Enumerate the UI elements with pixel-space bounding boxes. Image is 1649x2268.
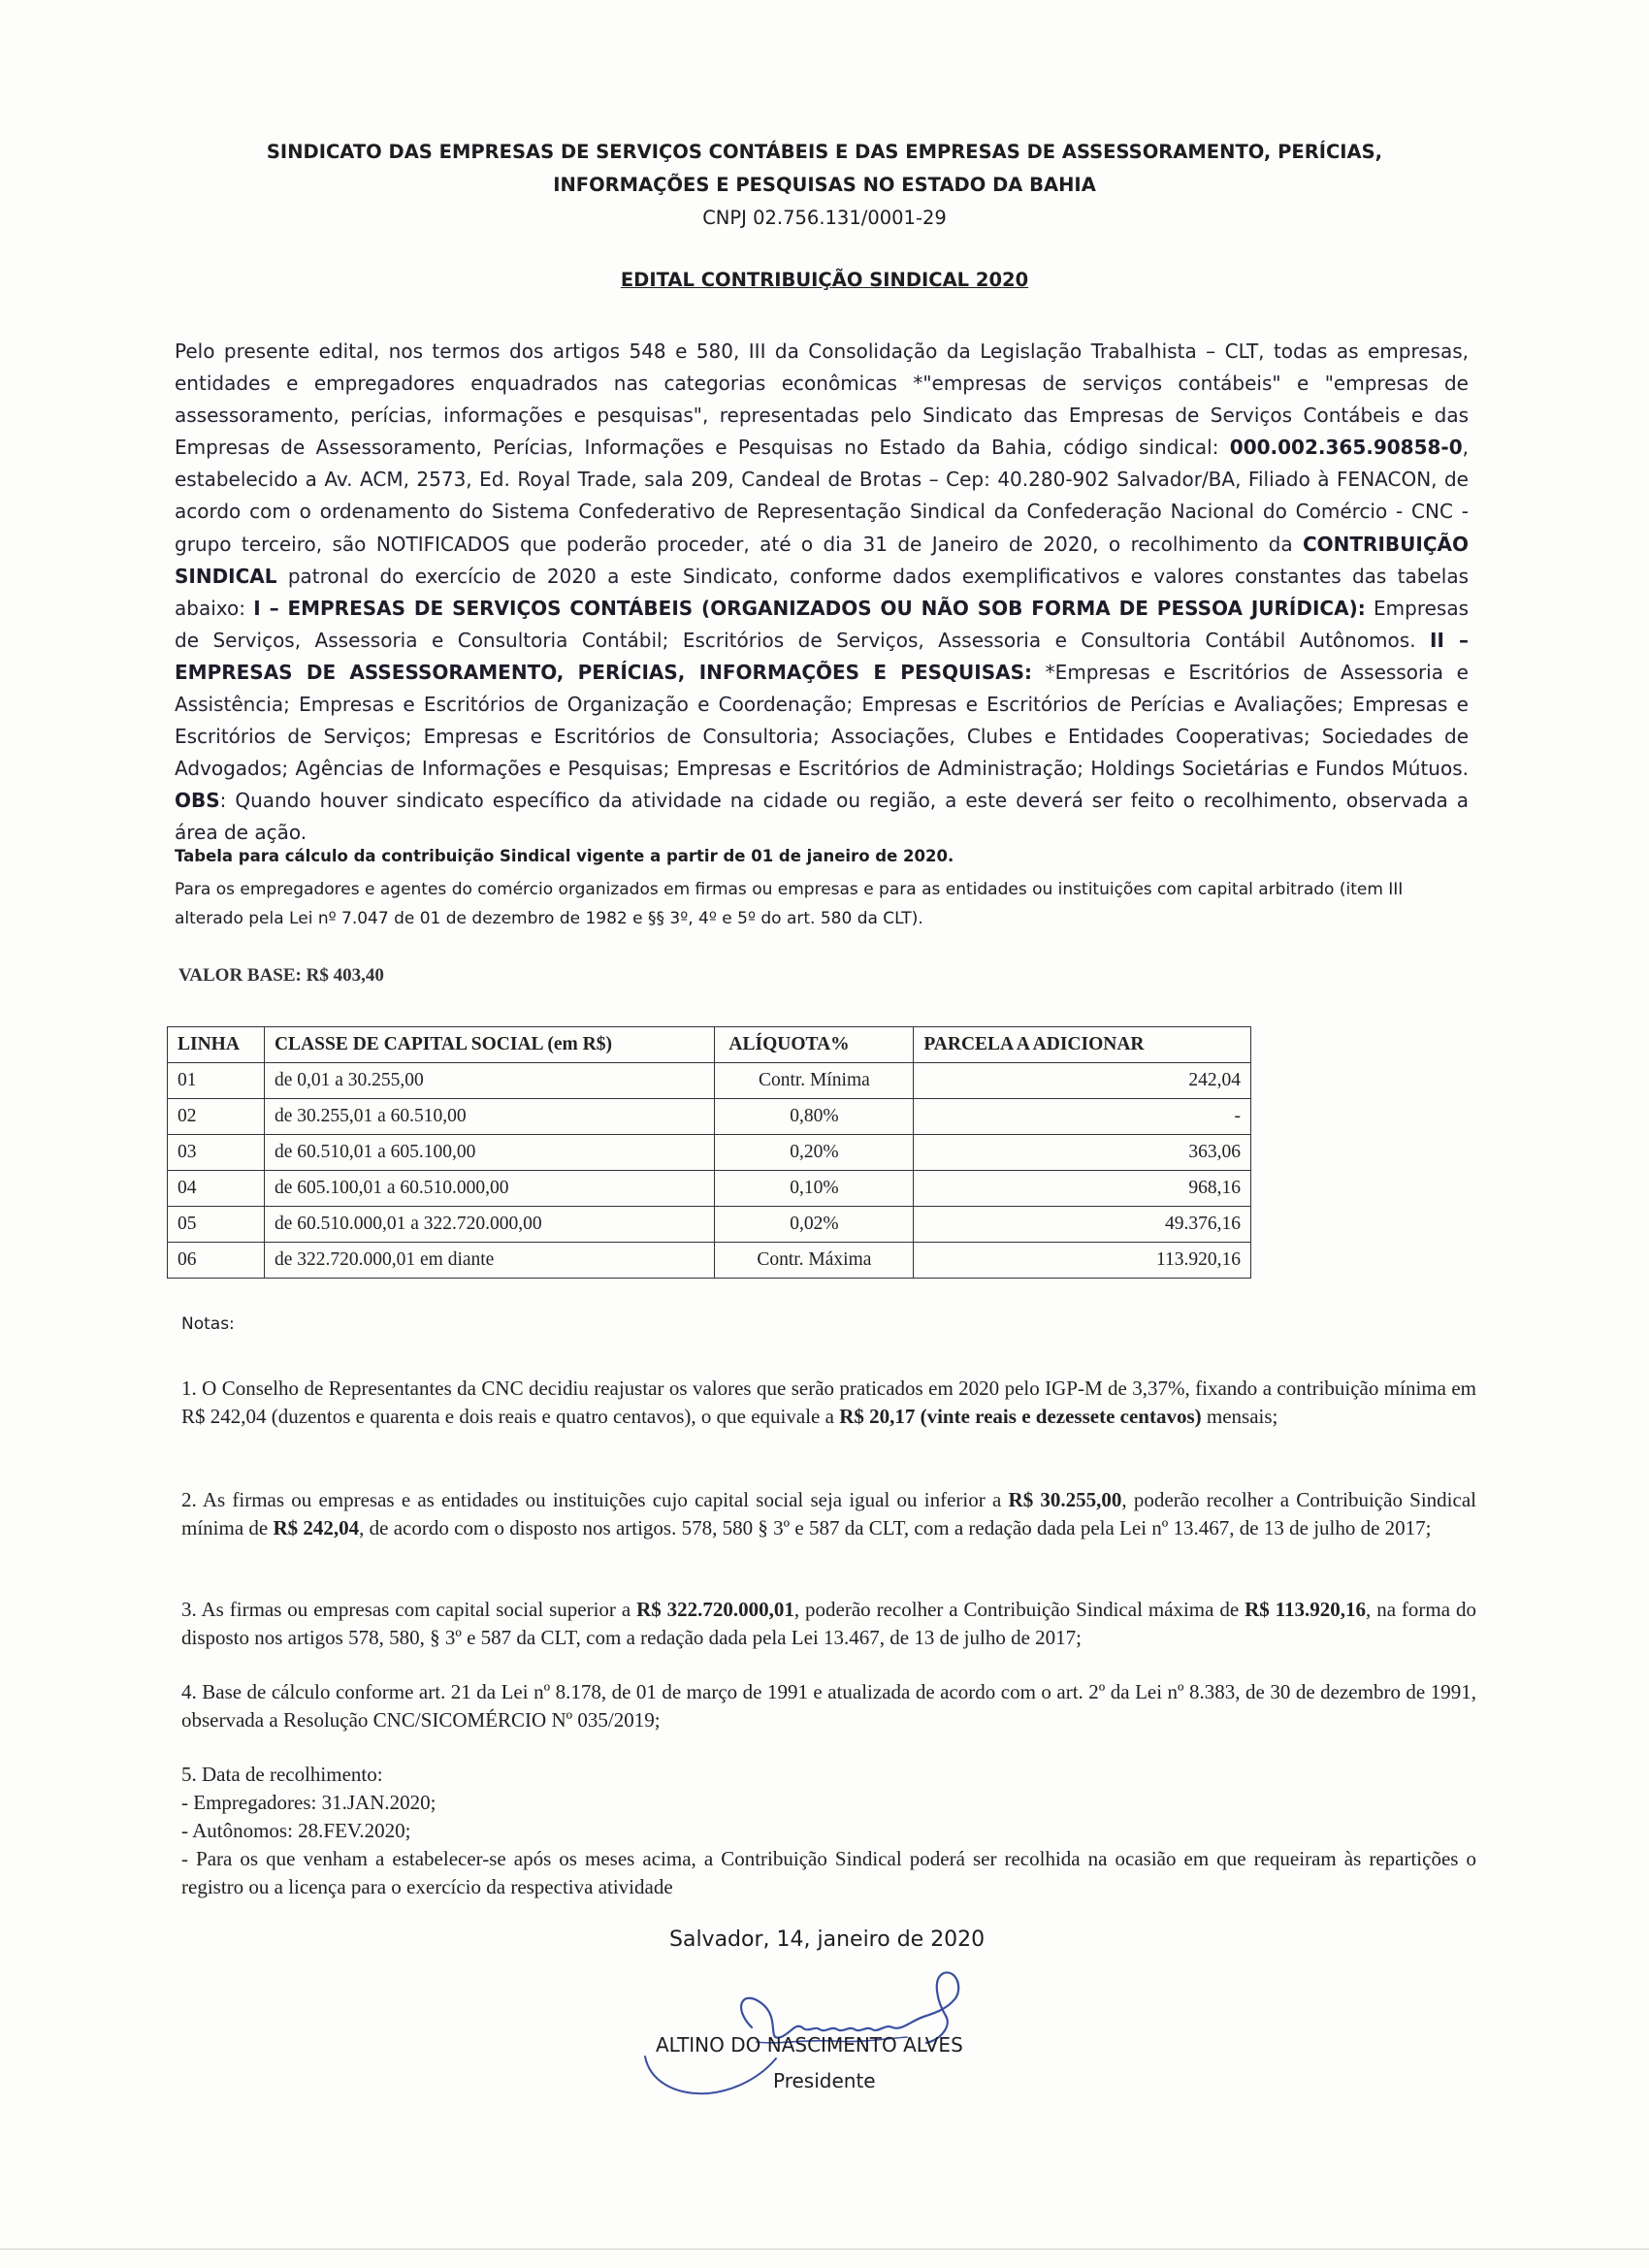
- body-text-6: : Quando houver sindicato específico da atividade na cidade ou região, a este deverá ser feito o recolhimento, observada a área de ação.: [175, 789, 1469, 845]
- table-cell: 113.920,16: [914, 1243, 1251, 1279]
- table-cell: 0,02%: [715, 1207, 914, 1243]
- table-cell: de 60.510,01 a 605.100,00: [264, 1135, 714, 1171]
- table-cell: 49.376,16: [914, 1207, 1251, 1243]
- document-title: EDITAL CONTRIBUIÇÃO SINDICAL 2020: [620, 269, 1029, 291]
- table-header-cell: LINHA: [168, 1027, 265, 1063]
- note-2-minimum: R$ 242,04: [273, 1516, 360, 1539]
- capital-table: [167, 1026, 1251, 1279]
- note-1: [181, 1375, 1476, 1431]
- table-row: [168, 1135, 1251, 1171]
- table-header-cell: CLASSE DE CAPITAL SOCIAL (em R$): [264, 1027, 714, 1063]
- table-header-cell: ALÍQUOTA%: [715, 1027, 914, 1063]
- table-row: [168, 1207, 1251, 1243]
- table-row: [168, 1063, 1251, 1099]
- table-cell: 02: [168, 1099, 265, 1135]
- scan-edge-line: [0, 2249, 1649, 2250]
- table-cell: 05: [168, 1207, 265, 1243]
- note-5: [181, 1761, 1476, 1901]
- note-2: [181, 1486, 1476, 1542]
- table-description: Para os empregadores e agentes do comércio organizados em firmas ou empresas e para as entidades ou instituições com capital arbitrado (item III alterado pela Lei nº 7.047 de 01 de dezembro de 1982 e §§ 3º, 4º e 5º do art. 580 da CLT).: [175, 880, 1404, 928]
- category-2: II – EMPRESAS DE ASSESSORAMENTO, PERÍCIAS, INFORMAÇÕES E PESQUISAS:: [175, 628, 1469, 684]
- body-text-1: Pelo presente edital, nos termos dos artigos 548 e 580, III da Consolidação da Legislação Trabalhista – CLT, todas as empresas, entidades e empregadores enquadrados nas categorias econômicas *"empresas de serviços contábeis" e "empresas de assessoramento, perícias, informações e pesquisas", representadas pelo Sindicato das Empresas de Serviços Contábeis e das Empresas de Assessoramento, Perícias, Informações e Pesquisas no Estado da Bahia, código sindical:: [175, 340, 1469, 460]
- signer-name: ALTINO DO NASCIMENTO ALVES: [656, 2033, 963, 2057]
- note-5-item: - Para os que venham a estabelecer-se após os meses acima, a Contribuição Sindical poderá ser recolhida na ocasião em que requeiram às repartições o registro ou a licença para o exercício da respectiva atividade: [181, 1847, 1476, 1898]
- notes-label: Notas:: [181, 1314, 235, 1334]
- table-cell: 242,04: [914, 1063, 1251, 1099]
- note-3-end: , na forma do disposto nos artigos 578, 580, § 3º e 587 da CLT, com a redação dada pela Lei 13.467, de 13 de julho de 2017;: [181, 1598, 1476, 1649]
- contribuicao-sindical: CONTRIBUIÇÃO SINDICAL: [175, 532, 1469, 588]
- note-4: 4. Base de cálculo conforme art. 21 da Lei nº 8.178, de 01 de março de 1991 e atualizada de acordo com o art. 2º da Lei nº 8.383, de 30 de dezembro de 1991, observada a Resolução CNC/SICOMÉRCIO Nº 035/2019;: [181, 1680, 1476, 1732]
- note-3-capital: R$ 322.720.000,01: [636, 1598, 794, 1621]
- org-name-line-1: SINDICATO DAS EMPRESAS DE SERVIÇOS CONTÁBEIS E DAS EMPRESAS DE ASSESSORAMENTO, PERÍCIAS,: [266, 141, 1383, 163]
- body-text-5: *Empresas e Escritórios de Assessoria e Assistência; Empresas e Escritórios de Organização e Coordenação; Empresas e Escritórios de Perícias e Avaliações; Empresas e Escritórios de Serviços; Empresas e Escritórios de Consultoria; Associações, Clubes e Entidades Cooperativas; Sociedades de Advogados; Agências de Informações e Pesquisas; Empresas e Escritórios de Administração; Holdings Societárias e Fundos Mútuos.: [175, 660, 1469, 781]
- note-1-text: 1. O Conselho de Representantes da CNC decidiu reajustar os valores que serão praticados em 2020 pelo IGP-M de 3,37%, fixando a contribuição mínima em R$ 242,04 (duzentos e quarenta e dois reais e quatro centavos), o que equivale a: [181, 1377, 1476, 1428]
- document-header: [175, 136, 1474, 235]
- table-row: [168, 1243, 1251, 1279]
- note-5-item: - Empregadores: 31.JAN.2020;: [181, 1791, 436, 1814]
- codigo-sindical: 000.002.365.90858-0: [1229, 436, 1463, 460]
- table-cell: de 322.720.000,01 em diante: [264, 1243, 714, 1279]
- table-cell: 968,16: [914, 1171, 1251, 1207]
- note-3-text-b: , poderão recolher a Contribuição Sindical máxima de: [793, 1598, 1245, 1621]
- table-cell: 03: [168, 1135, 265, 1171]
- body-text-4: Empresas de Serviços, Assessoria e Consultoria Contábil; Escritórios de Serviços, Assessoria e Consultoria Contábil Autônomos.: [175, 596, 1469, 652]
- table-cell: 0,20%: [715, 1135, 914, 1171]
- table-row: [168, 1099, 1251, 1135]
- table-cell: 06: [168, 1243, 265, 1279]
- category-1: I – EMPRESAS DE SERVIÇOS CONTÁBEIS (ORGANIZADOS OU NÃO SOB FORMA DE PESSOA JURÍDICA):: [253, 596, 1366, 620]
- table-cell: de 0,01 a 30.255,00: [264, 1063, 714, 1099]
- signer-role: Presidente: [773, 2069, 876, 2092]
- note-2-end: , de acordo com o disposto nos artigos. 578, 580 § 3º e 587 da CLT, com a redação dada pela Lei nº 13.467, de 13 de julho de 2017;: [359, 1516, 1432, 1539]
- note-2-capital: R$ 30.255,00: [1008, 1488, 1122, 1511]
- signature-date: Salvador, 14, janeiro de 2020: [669, 1928, 986, 1952]
- table-cell: 363,06: [914, 1135, 1251, 1171]
- table-header-cell: PARCELA A ADICIONAR: [914, 1027, 1251, 1063]
- table-cell: Contr. Mínima: [715, 1063, 914, 1099]
- table-caption: Tabela para cálculo da contribuição Sindical vigente a partir de 01 de janeiro de 2020.: [175, 847, 954, 865]
- body-text-2: , estabelecido a Av. ACM, 2573, Ed. Royal Trade, sala 209, Candeal de Brotas – Cep: 40.280-902 Salvador/BA, Filiado à FENACON, de acordo com o ordenamento do Sistema Confederativo de Representação Sindical da Confederação Nacional do Comércio - CNC - grupo terceiro, são NOTIFICADOS que poderão proceder, até o dia 31 de Janeiro de 2020, o recolhimento da: [175, 436, 1469, 556]
- valor-base: VALOR BASE: R$ 403,40: [178, 965, 384, 986]
- table-cell: de 605.100,01 a 60.510.000,00: [264, 1171, 714, 1207]
- table-cell: Contr. Máxima: [715, 1243, 914, 1279]
- table-row: [168, 1171, 1251, 1207]
- note-5-title: 5. Data de recolhimento:: [181, 1763, 383, 1786]
- note-1-amount: R$ 20,17 (vinte reais e dezessete centavos): [839, 1405, 1202, 1428]
- note-3-maximum: R$ 113.920,16: [1245, 1598, 1367, 1621]
- table-cell: -: [914, 1099, 1251, 1135]
- note-5-item: - Autônomos: 28.FEV.2020;: [181, 1819, 411, 1842]
- obs-label: OBS: [175, 789, 220, 813]
- body-text-3: patronal do exercício de 2020 a este Sindicato, conforme dados exemplificativos e valores constantes das tabelas abaixo:: [175, 564, 1469, 620]
- table-cell: 0,80%: [715, 1099, 914, 1135]
- note-3-text: 3. As firmas ou empresas com capital social superior a: [181, 1598, 637, 1621]
- cnpj: CNPJ 02.756.131/0001-29: [702, 207, 947, 229]
- note-1-end: mensais;: [1201, 1405, 1278, 1428]
- table-cell: de 60.510.000,01 a 322.720.000,00: [264, 1207, 714, 1243]
- table-cell: de 30.255,01 a 60.510,00: [264, 1099, 714, 1135]
- table-header-row: [168, 1027, 1251, 1063]
- note-3: [181, 1596, 1476, 1652]
- note-2-text-b: , poderão recolher a Contribuição Sindical mínima de: [181, 1488, 1476, 1539]
- table-cell: 01: [168, 1063, 265, 1099]
- edital-body: [175, 336, 1469, 850]
- org-name-line-2: INFORMAÇÕES E PESQUISAS NO ESTADO DA BAHIA: [553, 174, 1096, 196]
- note-2-text: 2. As firmas ou empresas e as entidades ou instituições cujo capital social seja igual ou inferior a: [181, 1488, 1009, 1511]
- table-cell: 04: [168, 1171, 265, 1207]
- table-cell: 0,10%: [715, 1171, 914, 1207]
